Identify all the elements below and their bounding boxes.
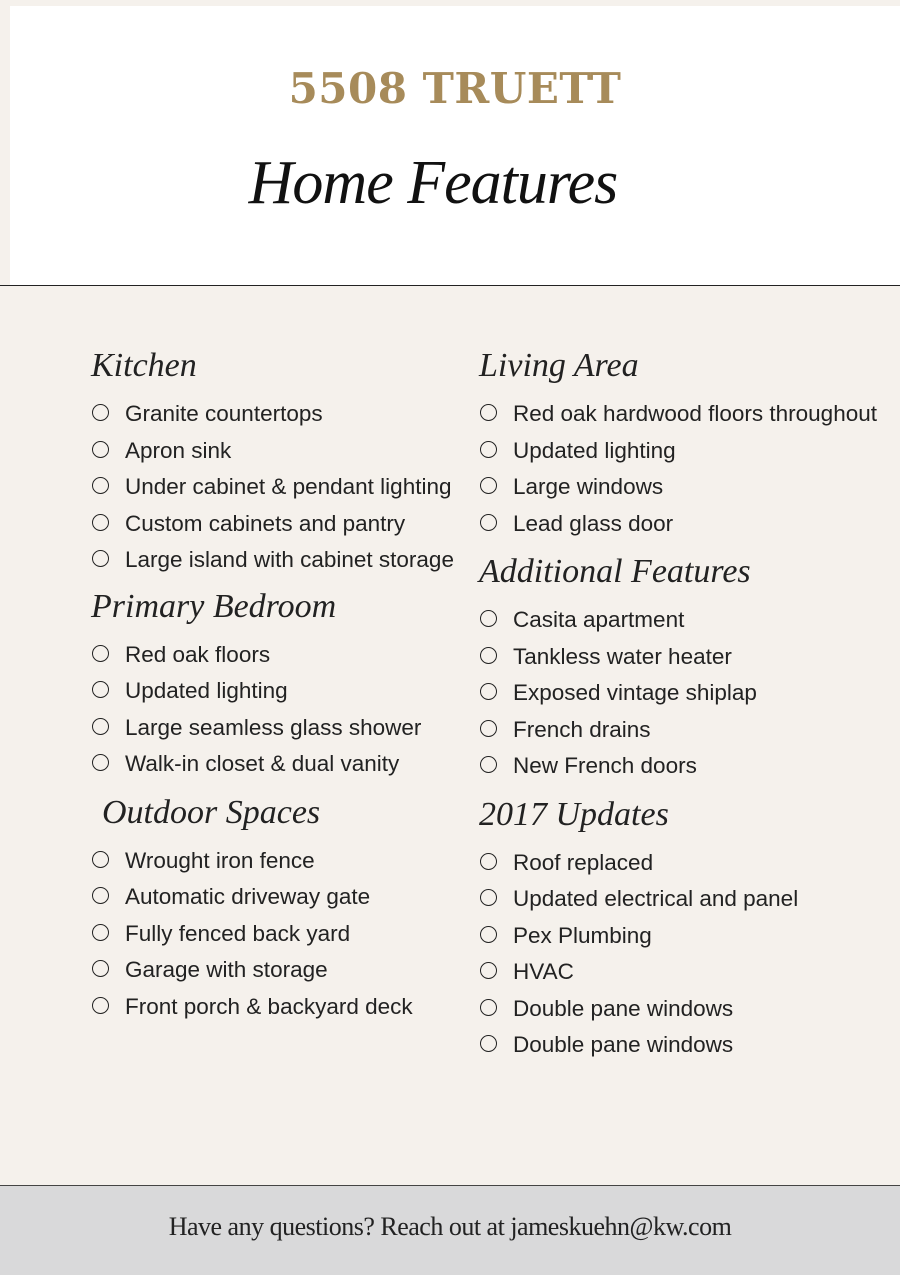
checkbox-circle-icon[interactable]	[480, 962, 497, 979]
feature-list	[91, 397, 471, 578]
feature-label: Large seamless glass shower	[125, 714, 422, 740]
header-divider	[0, 285, 900, 286]
feature-item	[479, 470, 879, 505]
checkbox-circle-icon[interactable]	[92, 514, 109, 531]
feature-label: Front porch & backyard deck	[125, 993, 413, 1019]
section-title: 2017 Updates	[479, 795, 669, 833]
checkbox-circle-icon[interactable]	[480, 1035, 497, 1052]
feature-item	[479, 992, 879, 1027]
feature-label: Updated lighting	[125, 678, 288, 703]
feature-list	[479, 397, 879, 541]
feature-item	[91, 638, 471, 673]
feature-label: Large windows	[513, 474, 664, 499]
feature-item	[479, 882, 879, 917]
feature-item	[479, 749, 879, 784]
feature-label: Granite countertops	[125, 401, 323, 426]
section-additional-features	[479, 551, 879, 784]
checkbox-circle-icon[interactable]	[480, 683, 497, 700]
feature-item	[479, 676, 879, 711]
feature-item	[479, 846, 879, 881]
feature-item	[91, 397, 471, 432]
feature-item	[479, 603, 879, 638]
checkbox-circle-icon[interactable]	[480, 477, 497, 494]
checkbox-circle-icon[interactable]	[92, 754, 109, 771]
checkbox-circle-icon[interactable]	[480, 441, 497, 458]
section-outdoor-spaces	[91, 792, 471, 1025]
right-column	[479, 345, 879, 1073]
feature-label: Updated electrical and panel	[513, 886, 799, 911]
feature-item	[479, 1028, 879, 1063]
feature-item	[91, 747, 471, 782]
feature-label: Large island with cabinet storage	[125, 547, 454, 572]
checkbox-circle-icon[interactable]	[92, 477, 109, 494]
feature-label: Pex Plumbing	[513, 922, 652, 948]
feature-item	[479, 507, 879, 542]
feature-list	[91, 638, 471, 782]
checkbox-circle-icon[interactable]	[92, 441, 109, 458]
section-title: Living Area	[479, 347, 639, 384]
section-title: Kitchen	[91, 347, 197, 384]
feature-list	[479, 603, 879, 784]
checkbox-circle-icon[interactable]	[92, 851, 109, 868]
feature-label: HVAC	[513, 959, 574, 984]
checkbox-circle-icon[interactable]	[480, 853, 497, 870]
feature-item	[479, 713, 879, 748]
footer	[0, 1185, 900, 1275]
section-living-area	[479, 345, 879, 541]
checkbox-circle-icon[interactable]	[480, 756, 497, 773]
feature-label: Lead glass door	[513, 510, 674, 536]
feature-item	[91, 990, 471, 1025]
feature-item	[479, 434, 879, 469]
section-title: Primary Bedroom	[91, 587, 337, 625]
checkbox-circle-icon[interactable]	[92, 960, 109, 977]
checkbox-circle-icon[interactable]	[480, 404, 497, 421]
feature-item	[479, 919, 879, 954]
checkbox-circle-icon[interactable]	[480, 514, 497, 531]
feature-item	[91, 844, 471, 879]
feature-label: Casita apartment	[513, 607, 685, 632]
feature-label: Automatic driveway gate	[125, 884, 371, 909]
feature-item	[479, 397, 879, 432]
checkbox-circle-icon[interactable]	[92, 924, 109, 941]
feature-item	[91, 470, 471, 505]
contact-text: Have any questions? Reach out at jameskuehn@kw.com	[168, 1212, 732, 1241]
checkbox-circle-icon[interactable]	[480, 926, 497, 943]
feature-list	[479, 846, 879, 1063]
feature-list	[91, 844, 471, 1025]
feature-label: Double pane windows	[513, 995, 734, 1021]
checkbox-circle-icon[interactable]	[480, 610, 497, 627]
checkbox-circle-icon[interactable]	[92, 645, 109, 662]
checkbox-circle-icon[interactable]	[92, 887, 109, 904]
feature-item	[479, 640, 879, 675]
checkbox-circle-icon[interactable]	[480, 720, 497, 737]
feature-label: Double pane windows	[513, 1032, 734, 1057]
feature-label: Red oak floors	[125, 641, 271, 667]
checkbox-circle-icon[interactable]	[92, 681, 109, 698]
feature-item	[91, 434, 471, 469]
feature-label: Tankless water heater	[513, 643, 732, 669]
feature-item	[479, 955, 879, 990]
feature-label: Under cabinet & pendant lighting	[125, 474, 452, 499]
feature-label: Garage with storage	[125, 957, 328, 982]
section-title: Additional Features	[479, 553, 751, 590]
checkbox-circle-icon[interactable]	[92, 404, 109, 421]
feature-label: Custom cabinets and pantry	[125, 510, 406, 536]
checkbox-circle-icon[interactable]	[92, 997, 109, 1014]
left-column	[91, 345, 471, 1034]
header	[10, 6, 900, 285]
checkbox-circle-icon[interactable]	[480, 889, 497, 906]
page-title: Home Features	[248, 149, 618, 217]
section-title: Outdoor Spaces	[102, 793, 321, 831]
feature-label: Exposed vintage shiplap	[513, 680, 757, 705]
feature-item	[91, 543, 471, 578]
feature-label: Red oak hardwood floors throughout	[513, 401, 877, 426]
checkbox-circle-icon[interactable]	[92, 550, 109, 567]
feature-label: Updated lighting	[513, 437, 676, 463]
feature-item	[91, 953, 471, 988]
feature-item	[91, 917, 471, 952]
section-kitchen	[91, 345, 471, 578]
section-2017-updates	[479, 794, 879, 1063]
property-address: 5508 TRUETT	[288, 64, 622, 113]
feature-label: French drains	[513, 716, 651, 742]
feature-item	[91, 711, 471, 746]
feature-item	[91, 507, 471, 542]
checkbox-circle-icon[interactable]	[480, 647, 497, 664]
feature-item	[91, 674, 471, 709]
feature-label: Apron sink	[125, 437, 232, 463]
feature-label: Roof replaced	[513, 849, 654, 875]
feature-label: Fully fenced back yard	[125, 920, 351, 946]
checkbox-circle-icon[interactable]	[480, 999, 497, 1016]
checkbox-circle-icon[interactable]	[92, 718, 109, 735]
section-primary-bedroom	[91, 586, 471, 782]
feature-label: New French doors	[513, 753, 697, 778]
feature-label: Wrought iron fence	[125, 847, 315, 873]
feature-item	[91, 880, 471, 915]
feature-label: Walk-in closet & dual vanity	[125, 751, 400, 776]
